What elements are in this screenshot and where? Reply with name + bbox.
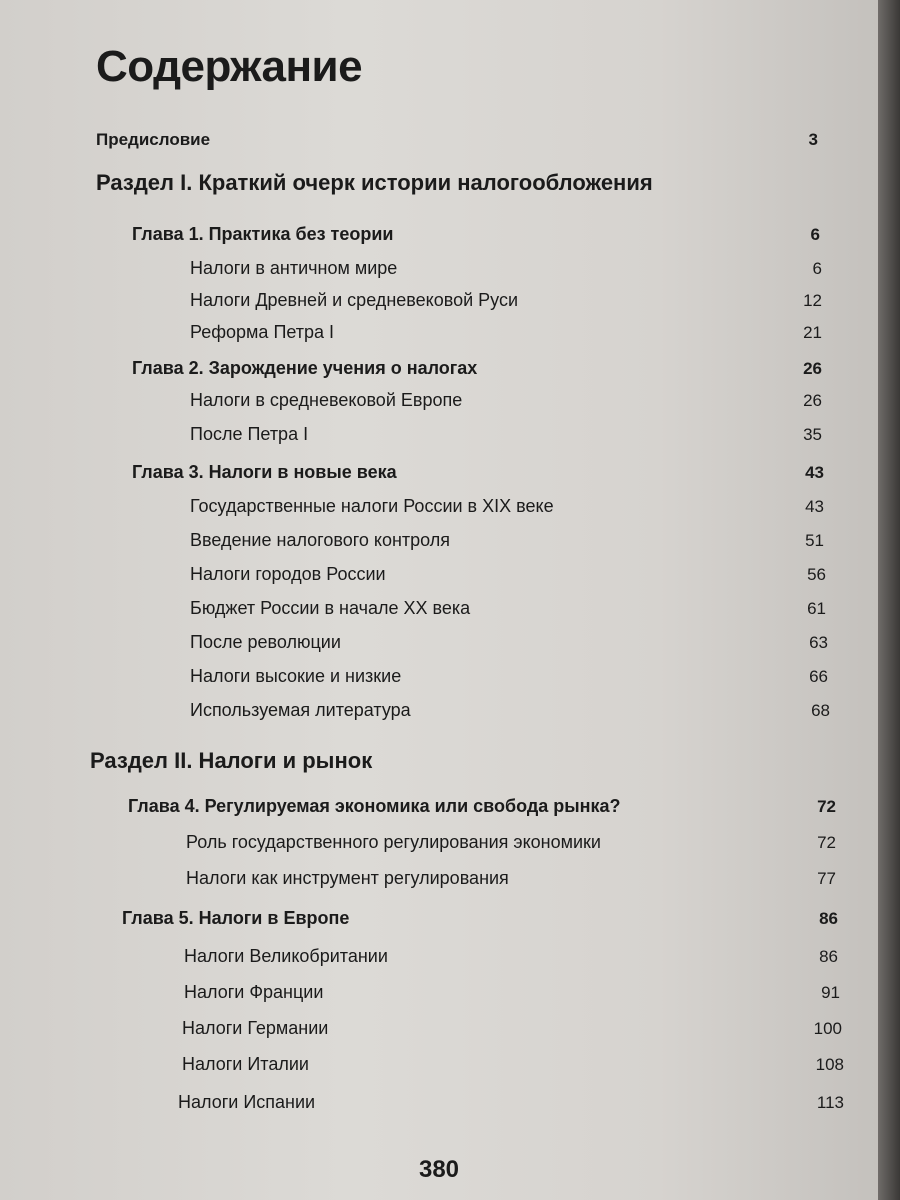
toc-item-page: 21: [803, 323, 822, 342]
page-title: Содержание: [96, 42, 363, 91]
toc-item-title: Реформа Петра I: [190, 322, 335, 342]
chapter-entry: [132, 224, 820, 245]
toc-item-title: Налоги высокие и низкие: [190, 666, 402, 686]
toc-item-title: После Петра I: [190, 424, 309, 444]
page-edge-shadow: [878, 0, 900, 1200]
toc-item: [184, 982, 840, 1003]
toc-item: [190, 258, 822, 279]
section-title: Раздел I. Краткий очерк истории налогообложения: [96, 170, 653, 195]
toc-item-page: 12: [803, 291, 822, 310]
toc-item-page: 26: [803, 391, 822, 410]
toc-item-page: 108: [815, 1055, 844, 1074]
chapter-page: 26: [803, 359, 822, 378]
toc-item-page: 68: [811, 701, 830, 720]
toc-item-title: Налоги Франции: [184, 982, 324, 1002]
chapter-entry: [128, 796, 836, 817]
toc-item-title: Налоги Германии: [182, 1018, 329, 1038]
toc-item-page: 66: [809, 667, 828, 686]
toc-item: [186, 832, 836, 853]
toc-item-page: 51: [805, 531, 824, 550]
toc-item-title: Налоги в средневековой Европе: [190, 390, 463, 410]
toc-item-page: 63: [809, 633, 828, 652]
toc-item-page: 91: [821, 983, 840, 1002]
toc-item-page: 113: [816, 1093, 844, 1112]
chapter-page: 86: [819, 909, 838, 928]
toc-item-title: Роль государственного регулирования экономики: [186, 832, 601, 852]
toc-item: [182, 1018, 842, 1039]
toc-item: [190, 598, 826, 619]
page-number: 380: [418, 1156, 460, 1183]
toc-item: [190, 632, 828, 653]
toc-item-title: Налоги городов России: [190, 564, 386, 584]
toc-item-page: 56: [807, 565, 826, 584]
toc-item-title: Налоги Великобритании: [184, 946, 388, 966]
toc-item-page: 72: [817, 833, 836, 852]
toc-item: [190, 290, 822, 311]
toc-item-title: Налоги в античном мире: [190, 258, 398, 278]
toc-item-title: Государственные налоги России в XIX веке: [190, 496, 554, 516]
chapter-page: 43: [805, 463, 824, 482]
section-title: Раздел II. Налоги и рынок: [90, 748, 373, 773]
toc-item: [178, 1092, 844, 1113]
chapter-title: Глава 3. Налоги в новые века: [132, 462, 397, 482]
toc-item-title: После революции: [190, 632, 341, 652]
toc-item-title: Налоги Древней и средневековой Руси: [190, 290, 519, 310]
toc-entry-page: 3: [808, 130, 818, 149]
toc-item: [190, 564, 826, 585]
toc-item: [190, 496, 824, 517]
toc-item-page: 86: [819, 947, 838, 966]
toc-item: [190, 530, 824, 551]
chapter-title: Глава 1. Практика без теории: [132, 224, 394, 244]
toc-entry-title: Предисловие: [96, 130, 211, 149]
chapter-title: Глава 2. Зарождение учения о налогах: [132, 358, 478, 378]
toc-item: [190, 322, 822, 343]
chapter-page: 72: [817, 797, 836, 816]
toc-item: [190, 666, 828, 687]
toc-item: [190, 424, 822, 445]
chapter-entry: [132, 462, 824, 483]
toc-item: [190, 700, 830, 721]
toc-item-page: 77: [817, 869, 836, 888]
toc-item: [186, 868, 836, 889]
toc-item: [184, 946, 838, 967]
toc-item-title: Налоги Испании: [178, 1092, 316, 1112]
chapter-title: Глава 4. Регулируемая экономика или свобода рынка?: [128, 796, 621, 816]
section-heading: [90, 748, 820, 774]
toc-item: [182, 1054, 844, 1075]
section-heading: [96, 170, 818, 196]
toc-item-title: Введение налогового контроля: [190, 530, 451, 550]
toc-item-page: 6: [812, 259, 822, 278]
chapter-title: Глава 5. Налоги в Европе: [122, 908, 350, 928]
toc-item-title: Используемая литература: [190, 700, 411, 720]
chapter-entry: [132, 358, 822, 379]
toc-item: [190, 390, 822, 411]
chapter-entry: [122, 908, 838, 929]
toc-item-page: 35: [803, 425, 822, 444]
toc-item-page: 43: [805, 497, 824, 516]
chapter-page: 6: [810, 225, 820, 244]
toc-entry-preface: [96, 130, 818, 150]
toc-item-title: Бюджет России в начале XX века: [190, 598, 471, 618]
toc-item-title: Налоги как инструмент регулирования: [186, 868, 509, 888]
toc-item-page: 61: [807, 599, 826, 618]
toc-item-title: Налоги Италии: [182, 1054, 309, 1074]
toc-item-page: 100: [813, 1019, 842, 1038]
